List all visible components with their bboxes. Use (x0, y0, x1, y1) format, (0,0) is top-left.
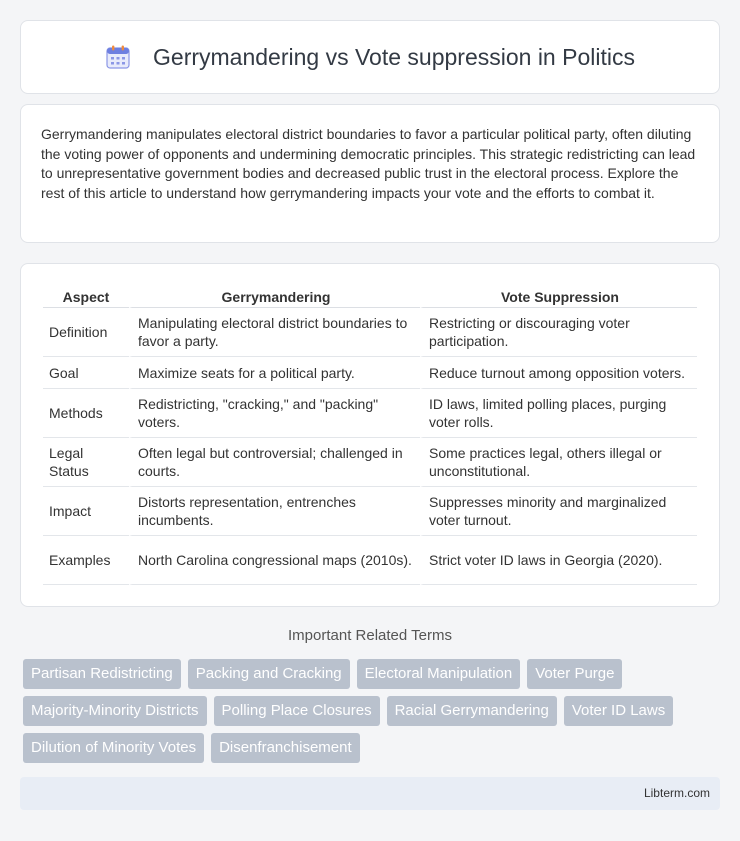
aspect-cell: Definition (43, 308, 129, 357)
aspect-cell: Impact (43, 487, 129, 536)
gerrymandering-cell: Often legal but controversial; challenged in courts. (129, 438, 420, 487)
page-title: Gerrymandering vs Vote suppression in Politics (153, 43, 635, 70)
comparison-table (43, 284, 697, 585)
gerrymandering-cell: Redistricting, "cracking," and "packing" voters. (129, 389, 420, 438)
term-row (23, 696, 723, 726)
aspect-cell: Methods (43, 389, 129, 438)
term-tag[interactable]: Voter Purge (527, 659, 622, 689)
vote-suppression-cell: Strict voter ID laws in Georgia (2020). (420, 536, 697, 585)
table-row (43, 438, 697, 487)
term-row (23, 733, 723, 763)
aspect-cell: Legal Status (43, 438, 129, 487)
footer-site-link[interactable]: Libterm.com (643, 786, 710, 800)
gerrymandering-cell: Distorts representation, entrenches incumbents. (129, 487, 420, 536)
vote-suppression-cell: Suppresses minority and marginalized voter turnout. (420, 487, 697, 536)
header-aspect: Aspect (43, 284, 129, 308)
term-tag[interactable]: Disenfranchisement (211, 733, 360, 763)
related-terms (23, 659, 723, 770)
table-row (43, 308, 697, 357)
aspect-cell: Examples (43, 536, 129, 585)
gerrymandering-cell: North Carolina congressional maps (2010s). (129, 536, 420, 585)
footer (20, 777, 720, 810)
gerrymandering-cell: Manipulating electoral district boundaries to favor a party. (129, 308, 420, 357)
vote-suppression-cell: Restricting or discouraging voter participation. (420, 308, 697, 357)
term-tag[interactable]: Voter ID Laws (564, 696, 673, 726)
intro-card (20, 104, 720, 243)
header-vote-suppression: Vote Suppression (420, 284, 697, 308)
title-card (20, 20, 720, 94)
gerrymandering-cell: Maximize seats for a political party. (129, 357, 420, 389)
table-row (43, 357, 697, 389)
term-tag[interactable]: Packing and Cracking (188, 659, 350, 689)
term-tag[interactable]: Racial Gerrymandering (387, 696, 557, 726)
vote-suppression-cell: Some practices legal, others illegal or unconstitutional. (420, 438, 697, 487)
term-tag[interactable]: Dilution of Minority Votes (23, 733, 204, 763)
header-gerrymandering: Gerrymandering (129, 284, 420, 308)
related-terms-heading: Important Related Terms (288, 627, 452, 644)
term-tag[interactable]: Partisan Redistricting (23, 659, 181, 689)
term-tag[interactable]: Majority-Minority Districts (23, 696, 207, 726)
aspect-cell: Goal (43, 357, 129, 389)
table-row (43, 389, 697, 438)
calendar-icon (105, 44, 131, 70)
vote-suppression-cell: ID laws, limited polling places, purging voter rolls. (420, 389, 697, 438)
term-tag[interactable]: Polling Place Closures (214, 696, 380, 726)
term-tag[interactable]: Electoral Manipulation (357, 659, 521, 689)
table-row (43, 536, 697, 585)
table-row (43, 487, 697, 536)
table-header-row (43, 284, 697, 308)
intro-text: Gerrymandering manipulates electoral district boundaries to favor a particular political party, often diluting the voting power of opponents and undermining democratic principles. This strategic redistricting can lead to unrepresentative government bodies and decreased public trust in the electoral process. Explore the rest of this article to understand how gerrymandering impacts your vote and the efforts to combat it. (41, 126, 696, 201)
term-row (23, 659, 723, 689)
comparison-card (20, 263, 720, 607)
vote-suppression-cell: Reduce turnout among opposition voters. (420, 357, 697, 389)
